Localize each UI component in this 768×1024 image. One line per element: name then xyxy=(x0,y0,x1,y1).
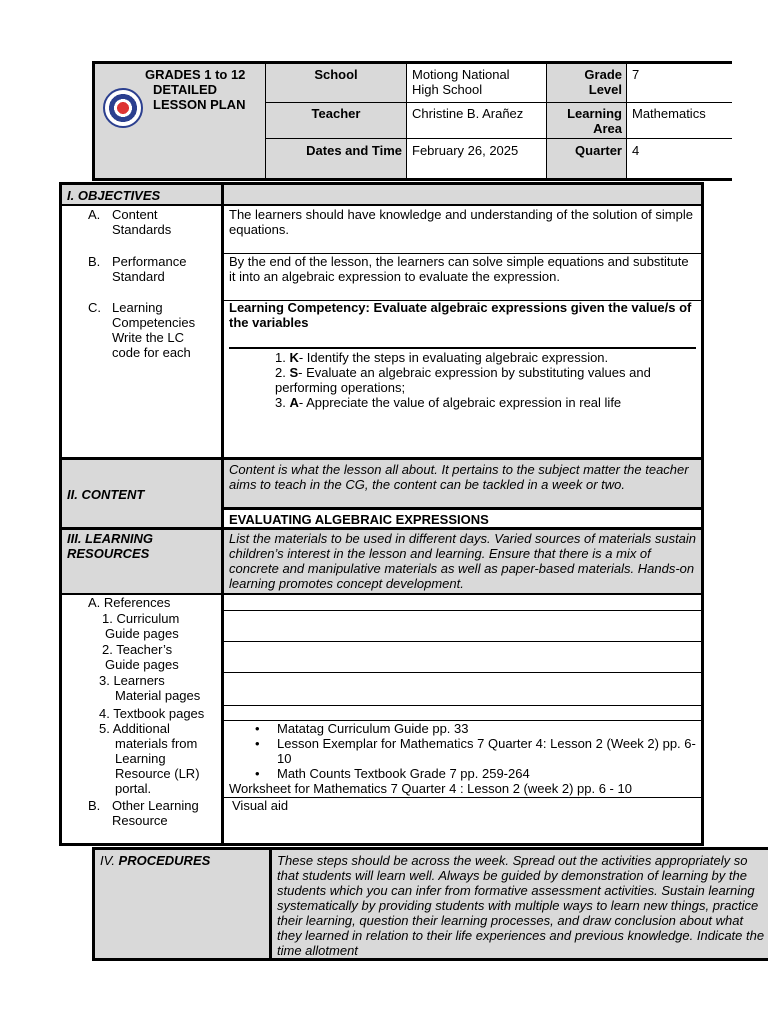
performance-standard-text: By the end of the lesson, the learners can solve simple equations and substitute it into an algebraic expression to evaluate the expression. xyxy=(229,254,689,284)
lesson-plan-header-table xyxy=(92,61,732,181)
school-label: School xyxy=(314,67,358,82)
content-heading: II. CONTENT xyxy=(67,487,145,502)
other-learning-resource-value: Visual aid xyxy=(232,798,289,813)
dates-value: February 26, 2025 xyxy=(412,143,519,158)
procedures-table xyxy=(92,847,768,961)
lesson-plan-main-table xyxy=(59,182,704,846)
material-item: • Math Counts Textbook Grade 7 pp. 259-264 xyxy=(225,766,697,781)
content-topic: EVALUATING ALGEBRAIC EXPRESSIONS xyxy=(229,512,489,527)
procedures-note: These steps should be across the week. Spread out the activities appropriately so that students will learn well. Always be guided by demonstration of learning by the students which you can infer from formative assessment activities. Sustain learning systematically by providing students with multiple ways to learn new things, practice their learning, question their learning processes, and draw conclusion about what they learned in relation to their life experiences and previous knowledge. Indicate the time allotment xyxy=(277,853,765,958)
learning-resources-note: List the materials to be used in different days. Varied sources of materials sustain children’s interest in the lesson and learning. Ensure that there is a mix of concrete and manipulative materials as well as paper-based materials. Hands-on learning promotes concept development. xyxy=(229,531,697,591)
objectives-heading: I. OBJECTIVES xyxy=(67,188,161,203)
learning-resources-heading: III. LEARNING RESOURCES xyxy=(67,531,153,561)
objective-item-s: 2. S- Evaluate an algebraic expression by substituting values and performing operations; xyxy=(275,365,651,395)
references-label: A. References xyxy=(88,595,171,610)
content-standards-label: A. Content Standards xyxy=(88,207,172,237)
objective-item-a: 3. A- Appreciate the value of algebraic expression in real life xyxy=(275,395,622,410)
learning-area-value: Mathematics xyxy=(632,106,706,121)
other-learning-resource-label: B. Other Learning Resource xyxy=(88,798,199,828)
grade-level-label: Grade Level xyxy=(584,67,622,97)
material-item: • Matatag Curriculum Guide pp. 33 xyxy=(225,721,697,736)
objective-item-k: 1. K- Identify the steps in evaluating algebraic expression. xyxy=(275,350,609,365)
procedures-heading: IV. PROCEDURES xyxy=(100,853,211,868)
content-note: Content is what the lesson all about. It pertains to the subject matter the teacher aims to teach in the CG, the content can be tackled in a week or two. xyxy=(229,462,689,492)
teachers-guide-label: 2. Teacher’s Guide pages xyxy=(102,642,179,672)
curriculum-guide-label: 1. Curriculum Guide pages xyxy=(102,611,180,641)
additional-materials-list xyxy=(225,721,697,796)
learning-area-label: Learning Area xyxy=(567,106,622,136)
dates-label: Dates and Time xyxy=(306,143,402,158)
teacher-value: Christine B. Arañez xyxy=(412,106,524,121)
grade-level-value: 7 xyxy=(632,67,640,82)
material-item: • Lesson Exemplar for Mathematics 7 Quarter 4: Lesson 2 (Week 2) pp. 6-10 xyxy=(225,736,697,766)
performance-standard-label: B. Performance Standard xyxy=(88,254,187,284)
quarter-value: 4 xyxy=(632,143,640,158)
additional-materials-label: 5. Additional materials from Learning Resource (LR) portal. xyxy=(99,721,200,796)
worksheet-reference: Worksheet for Mathematics 7 Quarter 4 : Lesson 2 (week 2) pp. 6 - 10 xyxy=(229,781,632,796)
quarter-label: Quarter xyxy=(575,143,622,158)
school-value: Motiong National High School xyxy=(412,67,510,97)
competency-objectives-list xyxy=(253,350,697,410)
deped-seal-icon xyxy=(103,88,143,128)
content-standards-text: The learners should have knowledge and understanding of the solution of simple equations. xyxy=(229,207,693,237)
learning-competency-statement: Learning Competency: Evaluate algebraic expressions given the value/s of the variables xyxy=(229,300,692,330)
learning-competencies-label: C. Learning Competencies Write the LC code for each xyxy=(88,300,196,360)
learners-material-label: 3. Learners Material pages xyxy=(99,673,201,703)
lesson-plan-title: GRADES 1 to 12 DETAILED LESSON PLAN xyxy=(145,67,246,112)
teacher-label: Teacher xyxy=(311,106,361,121)
textbook-pages-label: 4. Textbook pages xyxy=(99,706,205,721)
